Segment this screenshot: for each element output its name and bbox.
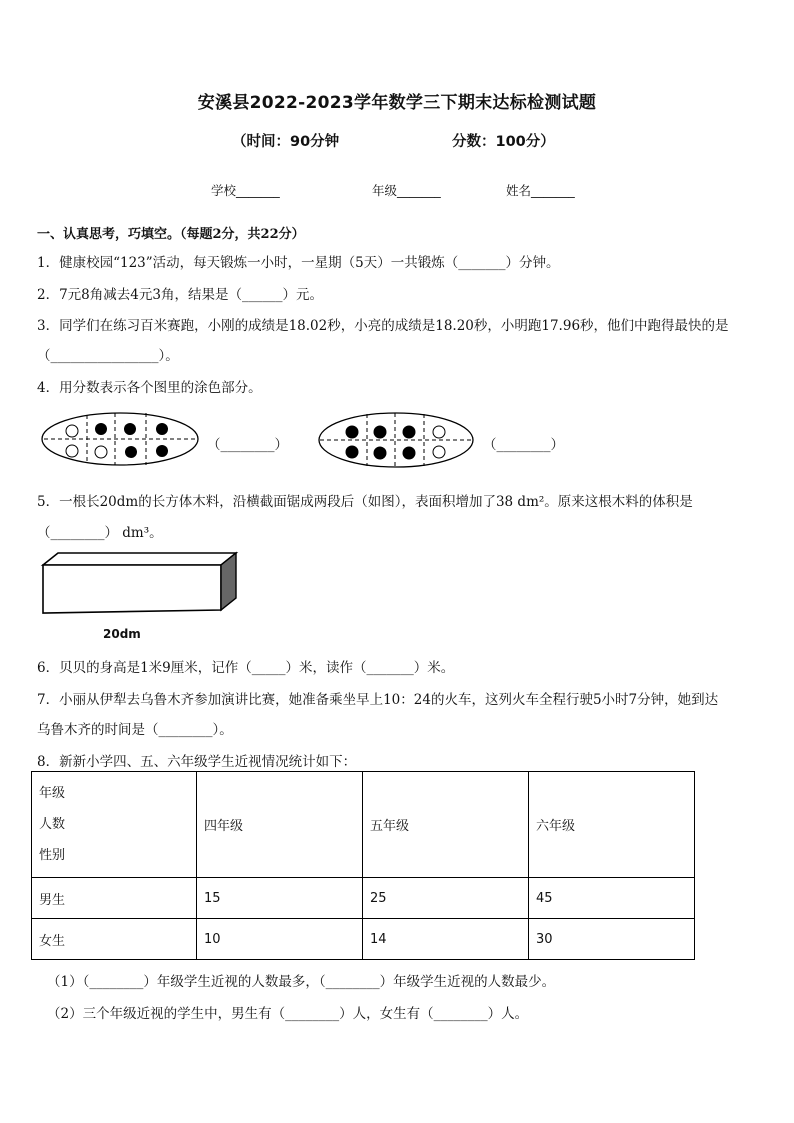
table-row-label: 女生 bbox=[32, 919, 197, 960]
grade-field: 年级_______ bbox=[372, 183, 441, 198]
exam-score: 分数：100分） bbox=[452, 134, 555, 150]
table-cell: 15 bbox=[197, 878, 363, 919]
exam-time: （时间：90分钟 bbox=[232, 134, 340, 150]
corner-label-grade: 年级 bbox=[39, 786, 66, 801]
table-cell: 14 bbox=[363, 919, 529, 960]
table-header-row bbox=[32, 772, 695, 878]
question-3: 3．同学们在练习百米赛跑，小刚的成绩是18.02秒，小亮的成绩是18.20秒，小明跑17.96秒，他们中跑得最快的是 bbox=[37, 318, 729, 334]
corner-label-gender: 性别 bbox=[39, 848, 66, 863]
table-row-label: 男生 bbox=[32, 878, 197, 919]
wood-length-label: 20dm bbox=[103, 627, 141, 641]
question-2: 2．7元8角减去4元3角，结果是（______）元。 bbox=[37, 287, 323, 303]
question-3-blank: （________________）。 bbox=[37, 348, 179, 364]
page-title: 安溪县2022-2023学年数学三下期末达标检测试题 bbox=[197, 93, 597, 113]
question-1: 1．健康校园“123”活动，每天锻炼一小时，一星期（5天）一共锻炼（_______）分钟。 bbox=[37, 255, 560, 271]
table-cell: 30 bbox=[529, 919, 695, 960]
question-4: 4．用分数表示各个图里的涂色部分。 bbox=[37, 380, 262, 396]
name-field: 姓名_______ bbox=[506, 183, 575, 198]
table-corner-cell bbox=[32, 772, 197, 878]
table-row bbox=[32, 878, 695, 919]
question-8-part-1: （1）（________）年级学生近视的人数最多，（________）年级学生近视的人数最少。 bbox=[47, 974, 556, 990]
table-cell: 10 bbox=[197, 919, 363, 960]
table-col-header: 六年级 bbox=[529, 772, 695, 878]
question-5-blank: （________） dm³。 bbox=[37, 525, 163, 541]
school-field: 学校_______ bbox=[211, 183, 280, 198]
table-cell: 25 bbox=[363, 878, 529, 919]
question-4-blank-1: （________） bbox=[207, 437, 288, 453]
table-cell: 45 bbox=[529, 878, 695, 919]
question-5: 5．一根长20dm的长方体木料，沿横截面锯成两段后（如图），表面积增加了38 dm²。原来这根木料的体积是 bbox=[37, 494, 693, 510]
question-6: 6．贝贝的身高是1米9厘米，记作（_____）米，读作（_______）米。 bbox=[37, 660, 455, 676]
oval-figure-1 bbox=[40, 409, 202, 469]
table-col-header: 五年级 bbox=[363, 772, 529, 878]
table-col-header: 四年级 bbox=[197, 772, 363, 878]
wood-block-figure bbox=[40, 550, 240, 622]
myopia-table bbox=[31, 771, 695, 960]
question-7-blank: 乌鲁木齐的时间是（________）。 bbox=[37, 722, 233, 738]
question-7: 7．小丽从伊犁去乌鲁木齐参加演讲比赛，她准备乘坐早上10：24的火车，这列火车全程行驶5小时7分钟，她到达 bbox=[37, 692, 719, 708]
question-8: 8．新新小学四、五、六年级学生近视情况统计如下： bbox=[37, 754, 357, 770]
table-row bbox=[32, 919, 695, 960]
question-8-part-2: （2）三个年级近视的学生中，男生有（________）人，女生有（________）人。 bbox=[47, 1006, 529, 1022]
corner-label-count: 人数 bbox=[39, 817, 66, 832]
section-heading: 一、认真思考，巧填空。（每题2分，共22分） bbox=[37, 227, 305, 242]
oval-figure-2 bbox=[318, 410, 478, 470]
question-4-blank-2: （________） bbox=[483, 437, 564, 453]
